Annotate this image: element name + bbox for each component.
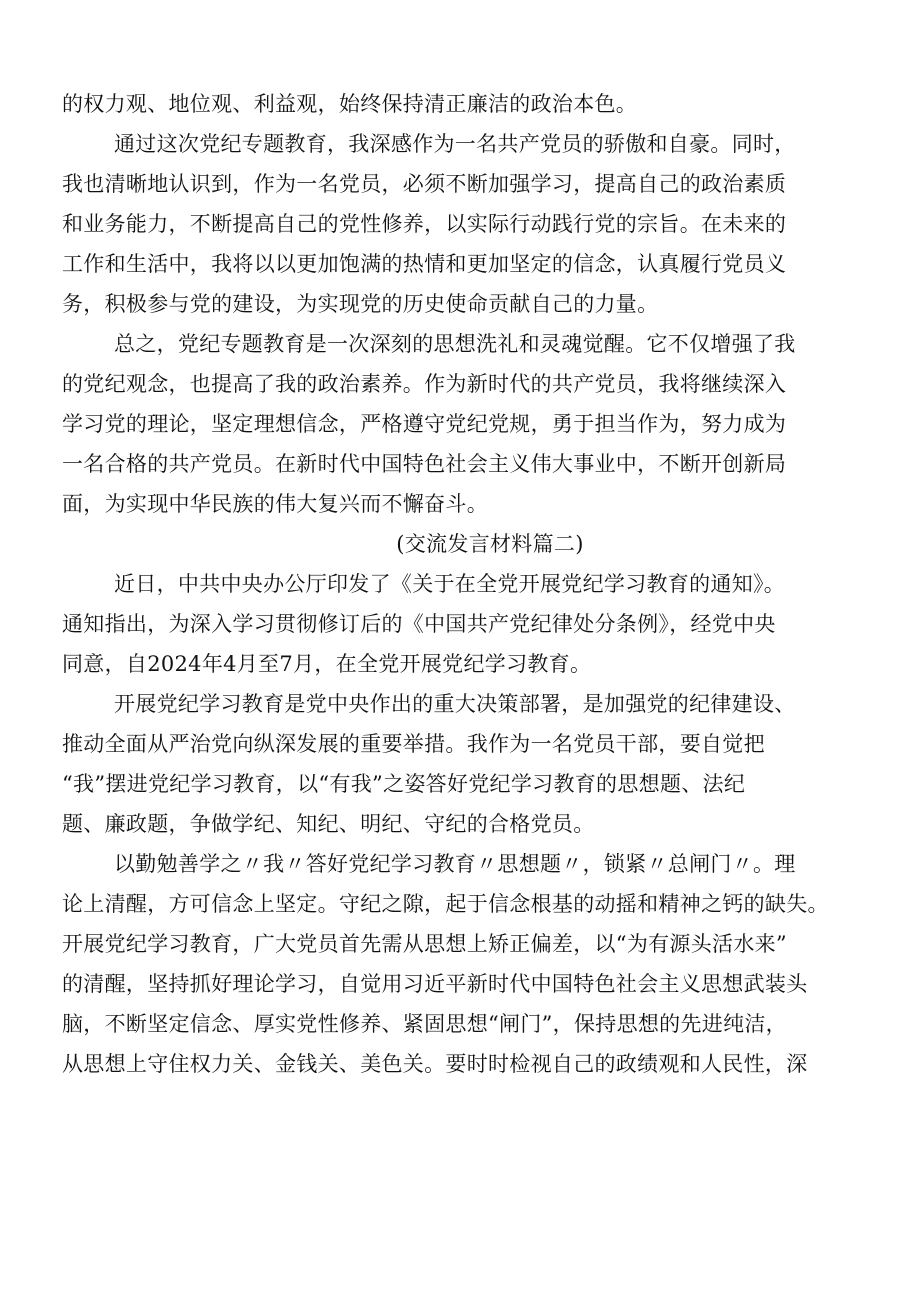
paragraph-start-line: 通过这次党纪专题教育，我深感作为一名共产党员的骄傲和自豪。同时， [114,132,796,156]
paragraph-start-line: 近日，中共中央办公厅印发了《关于在全党开展党纪学习教育的通知》。 [114,572,786,596]
paragraph-start-line: 开展党纪学习教育是党中央作出的重大决策部署，是加强党的纪律建设、 [114,692,796,716]
text-line: 务，积极参与党的建设，为实现党的历史使命贡献自己的力量。 [62,292,659,316]
paragraph-start-line: 以勤勉善学之〃我〃答好党纪学习教育〃思想题〃，锁紧〃总闸门〃。理 [114,852,796,876]
text-line: 的清醒，坚持抓好理论学习，自觉用习近平新时代中国特色社会主义思想武装头 [62,972,808,996]
text-line: 从思想上守住权力关、金钱关、美色关。要时时检视自己的政绩观和人民性，深 [62,1052,808,1076]
text-line: 题、廉政题，争做学纪、知纪、明纪、守纪的合格党员。 [62,812,595,836]
section-heading: (交流发言材料篇二) [396,532,584,556]
text-line: 推动全面从严治党向纵深发展的重要举措。我作为一名党员干部，要自觉把 [62,732,765,756]
text-line: 的权力观、地位观、利益观，始终保持清正廉洁的政治本色。 [62,92,638,116]
text-line: 同意，自2024年4月至7月，在全党开展党纪学习教育。 [62,652,592,676]
text-line: 脑，不断坚定信念、厚实党性修养、紧固思想“闸门”，保持思想的先进纯洁， [62,1012,787,1036]
text-line: 工作和生活中，我将以以更加饱满的热情和更加坚定的信念，认真履行党员义 [62,252,787,276]
text-line: 我也清晰地认识到，作为一名党员，必须不断加强学习，提高自己的政治素质 [62,172,787,196]
document-body [62,84,862,1084]
text-line: 面，为实现中华民族的伟大复兴而不懈奋斗。 [62,492,488,516]
text-line: 学习党的理论，坚定理想信念，严格遵守党纪党规，勇于担当作为，努力成为 [62,412,787,436]
paragraph-start-line: 总之，党纪专题教育是一次深刻的思想洗礼和灵魂觉醒。它不仅增强了我 [114,332,796,356]
text-line: 的党纪观念，也提高了我的政治素养。作为新时代的共产党员，我将继续深入 [62,372,787,396]
text-line: 通知指出，为深入学习贯彻修订后的《中国共产党纪律处分条例》，经党中央 [62,612,776,636]
text-line: “我”摆进党纪学习教育，以“有我”之姿答好党纪学习教育的思想题、法纪 [62,772,746,796]
text-line: 一名合格的共产党员。在新时代中国特色社会主义伟大事业中，不断开创新局 [62,452,787,476]
text-line: 和业务能力，不断提高自己的党性修养，以实际行动践行党的宗旨。在未来的 [62,212,787,236]
text-line: 开展党纪学习教育，广大党员首先需从思想上矫正偏差，以“为有源头活水来” [62,932,787,956]
text-line: 论上清醒，方可信念上坚定。守纪之隙，起于信念根基的动摇和精神之钙的缺失。 [62,892,829,916]
